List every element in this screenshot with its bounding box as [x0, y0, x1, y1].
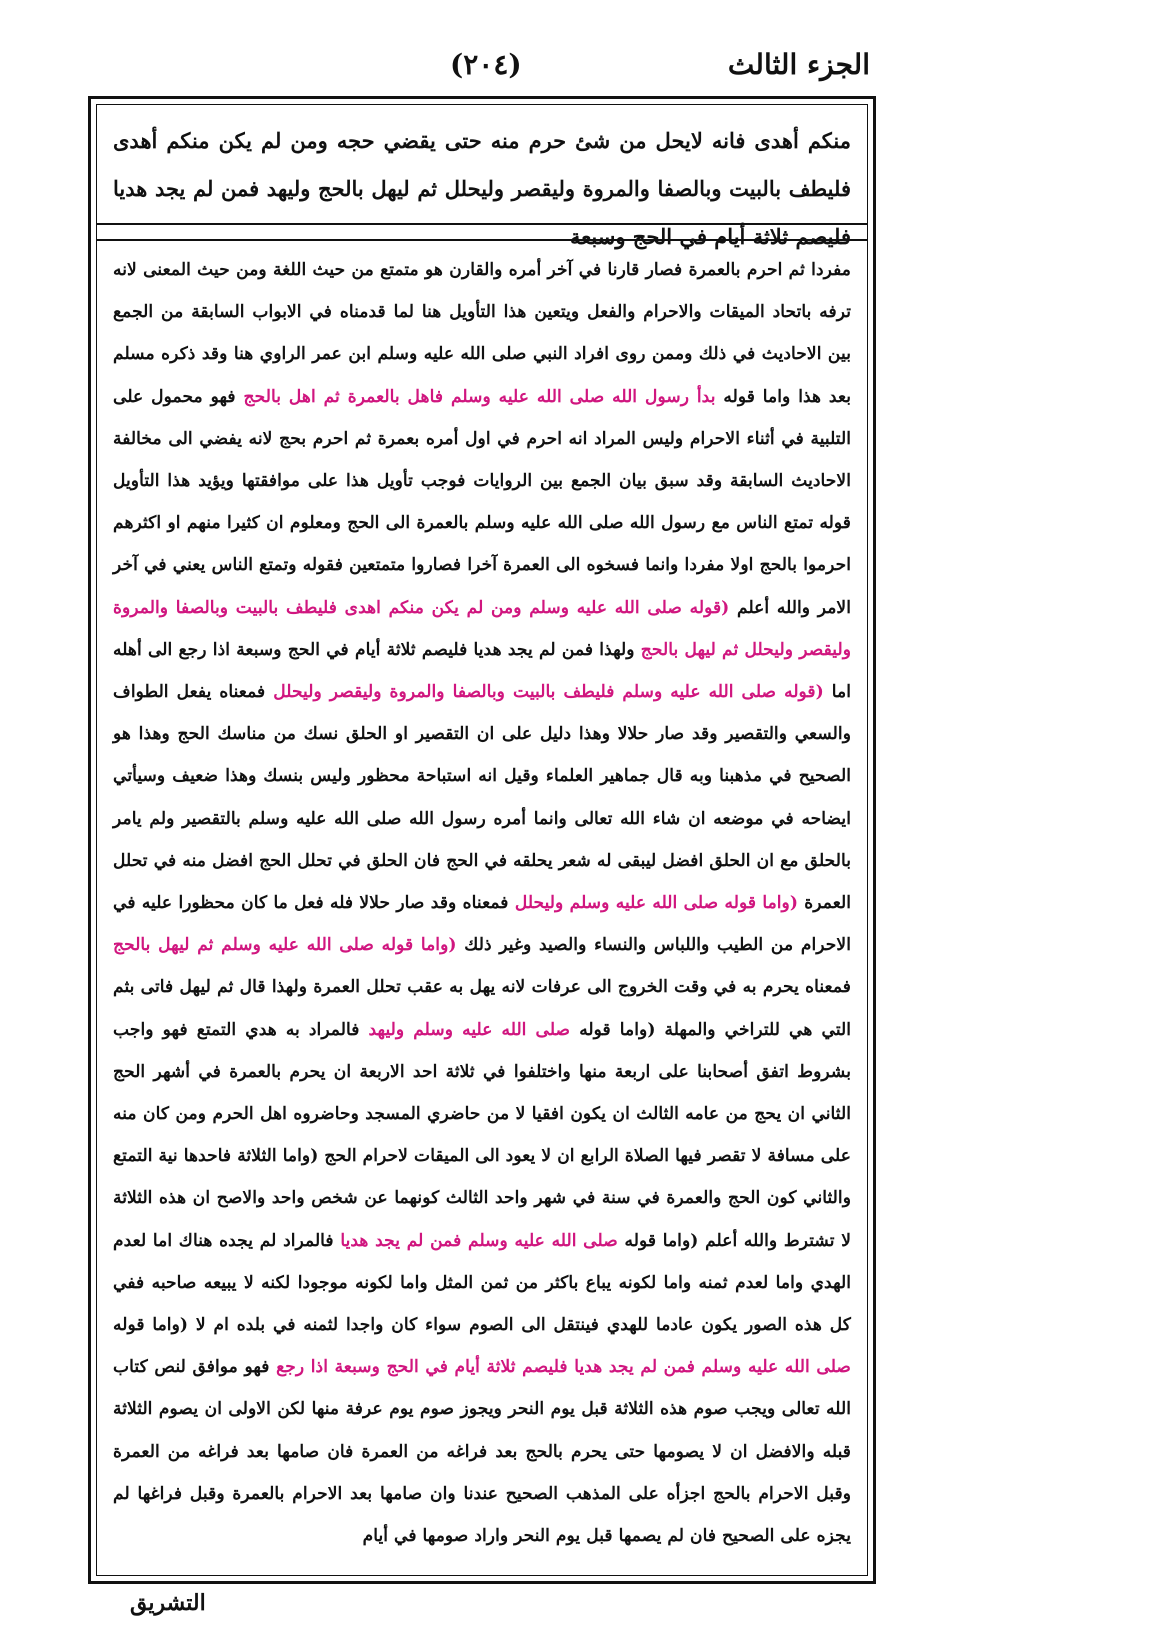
frame-inner-border	[96, 104, 868, 1576]
commentary-segment: فالمراد لم يجده هناك اما لعدم الهدي واما لعدم ثمنه واما لكونه يباع باكثر من ثمن المثل واما لكونه موجودا لكنه لا يبيعه صاحبه ففي كل هذه الصور يكون عادما للهدي فينتقل الى الصوم سواء كان واجدا لثمنه في بلده ام لا (واما قوله	[113, 1230, 851, 1336]
part-title: الجزء الثالث	[727, 48, 870, 81]
section-divider	[97, 223, 867, 241]
page-header	[110, 48, 870, 88]
commentary-segment: فهو موافق لنص كتاب الله تعالى ويجب صوم هذه الثلاثة قبل يوم النحر ويجوز صوم يوم عرفة منها لكن الاولى ان يصوم الثلاثة قبله والافضل ان لا يصومها حتى يحرم بالحج بعد فراغه من العمرة فان صامها بعد فراغه من العمرة وقبل الاحرام بالحج اجزأه على المذهب الصحيح عندنا وان صامها بعد الاحرام بالعمرة وقبل فراغها لم يجزه على الصحيح فان لم يصمها قبل يوم النحر واراد صومها في أيام	[113, 1357, 851, 1547]
quoted-hadith: صلى الله عليه وسلم وليهد	[368, 1019, 571, 1040]
commentary-segment: فمعناه يفعل الطواف والسعي والتقصير وقد صار حلالا وهذا دليل على ان التقصير او الحلق نسك من مناسك الحج وهذا هو الصحيح في مذهبنا وبه قال جماهير العلماء وقيل انه استباحة محظور وليس بنسك وهذا ضعيف وسيأتي ايضاحه في موضعه ان شاء الله تعالى وانما أمره رسول الله صلى الله عليه وسلم بالتقصير ولم يامر بالحلق مع ان الحلق افضل ليبقى له شعر يحلقه في الحج فان الحلق في تحلل الحج افضل منه في تحلل العمرة	[113, 682, 852, 914]
matn-text: منكم أهدى فانه لايحل من شئ حرم منه حتى يقضي حجه ومن لم يكن منكم أهدى فليطف بالبيت وبالصفا والمروة وليقصر وليحلل ثم ليهل بالحج وليهد فمن لم يجد هديا فليصم ثلاثة أيام في الحج وسبعة	[113, 128, 851, 249]
quoted-hadith: صلى الله عليه وسلم فمن لم يجد هديا	[340, 1230, 618, 1251]
page-frame	[88, 96, 876, 1584]
catchword: التشريق	[130, 1590, 206, 1616]
quoted-hadith: (واما قوله صلى الله عليه وسلم وليحلل	[514, 893, 798, 914]
quoted-hadith: (قوله صلى الله عليه وسلم ومن لم يكن منكم اهدى فليطف بالبيت وبالصفا والمروة وليقصر وليحلل ثم ليهل بالحج	[113, 597, 852, 660]
commentary-segment: فمعناه يحرم به في وقت الخروج الى عرفات لانه يهل به عقب تحلل العمرة ولهذا قال ثم ليهل فاتى بثم التي هي للتراخي والمهلة (واما قوله	[113, 977, 852, 1040]
quoted-hadith: بدأ رسول الله صلى الله عليه وسلم فاهل بالعمرة ثم اهل بالحج	[243, 386, 716, 407]
commentary-text	[113, 249, 851, 1557]
quoted-hadith: (واما قوله صلى الله عليه وسلم ثم ليهل بالحج	[113, 935, 457, 956]
commentary-segment: فالمراد به هدي التمتع فهو واجب بشروط اتفق أصحابنا على اربعة منها واختلفوا في ثلاثة احد الاربعة ان يحرم بالعمرة في أشهر الحج الثاني ان يحج من عامه الثالث ان يكون افقيا لا من حاضري المسجد وحاضروه اهل الحرم ومن كان منه على مسافة لا تقصر فيها الصلاة الرابع ان لا يعود الى الميقات لاحرام الحج (واما الثلاثة فاحدها نية التمتع والثاني كون الحج والعمرة في سنة في شهر واحد الثالث كونهما عن شخص واحد والاصح ان هذه الثلاثة لا تشترط والله أعلم (واما قوله	[113, 1019, 852, 1251]
quoted-hadith: صلى الله عليه وسلم فمن لم يجد هديا فليصم ثلاثة أيام في الحج وسبعة اذا رجع	[276, 1357, 852, 1378]
commentary-segment: فمعناه وقد صار حلالا فله فعل ما كان محظورا عليه في الاحرام من الطيب واللباس والنساء والصيد وغير ذلك	[113, 893, 851, 956]
commentary-segment: مفردا ثم احرم بالعمرة فصار قارنا في آخر أمره والقارن هو متمتع من حيث اللغة ومن حيث المعنى لانه ترفه باتحاد الميقات والاحرام والفعل ويتعين هذا التأويل هنا لما قدمناه في الابواب السابقة من الجمع بين الاحاديث في ذلك وممن روى افراد النبي صلى الله عليه وسلم ابن عمر الراوي هنا وقد ذكره مسلم بعد هذا واما قوله	[113, 260, 852, 407]
commentary-segment: فهو محمول على التلبية في أثناء الاحرام وليس المراد انه احرم في اول أمره بعمرة ثم احرم بحج لانه يفضي الى مخالفة الاحاديث السابقة وقد سبق بيان الجمع بين الروايات فوجب تأويل هذا على موافقتها ويؤيد هذا التأويل قوله تمتع الناس مع رسول الله صلى الله عليه وسلم بالعمرة الى الحج ومعلوم ان كثيرا منهم او اكثرهم احرموا بالحج اولا مفردا وانما فسخوه الى العمرة آخرا فصاروا متمتعين فقوله وتمتع الناس يعني في آخر الامر والله أعلم	[113, 386, 852, 618]
page-number: (٢٠٤)	[450, 48, 522, 81]
commentary-segment: ولهذا فمن لم يجد هديا فليصم ثلاثة أيام في الحج وسبعة اذا رجع الى أهله اما	[113, 639, 852, 703]
quoted-hadith: (قوله صلى الله عليه وسلم فليطف بالبيت وبالصفا والمروة وليقصر وليحلل	[273, 682, 824, 703]
